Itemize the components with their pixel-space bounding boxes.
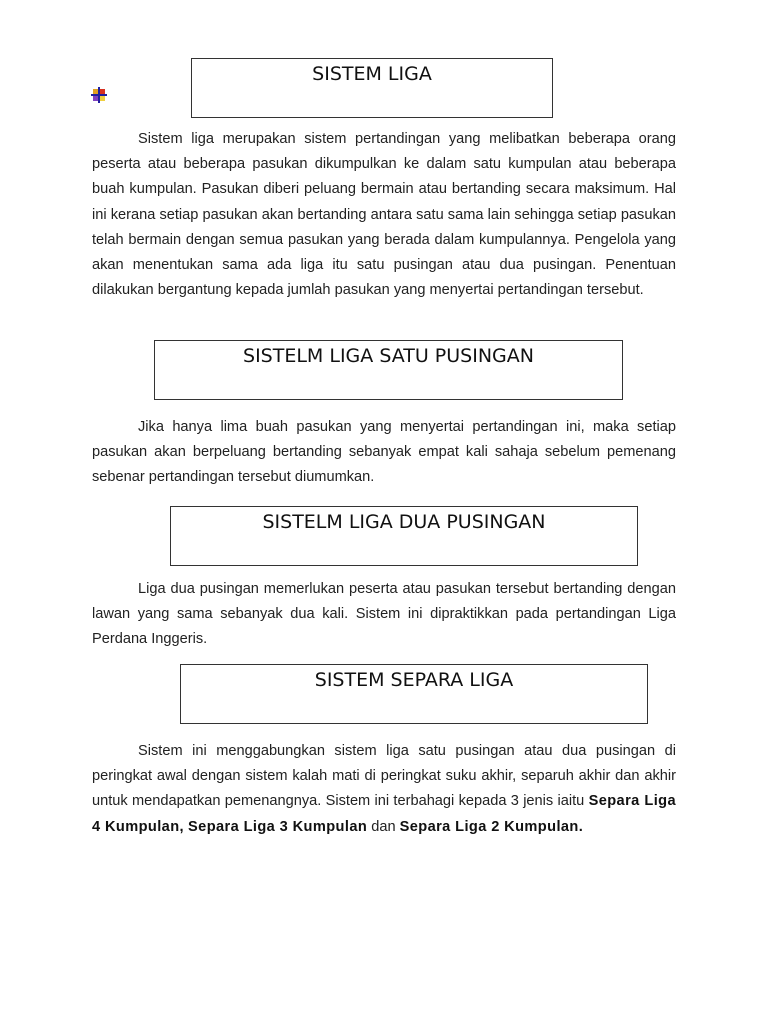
heading-box-sistem-liga xyxy=(191,58,553,118)
heading-box-liga-satu-pusingan xyxy=(154,340,623,400)
paragraph-liga-dua-pusingan: Liga dua pusingan memerlukan peserta atau pasukan tersebut bertanding dengan lawan yang sama sebanyak dua kali. Sistem ini dipraktikkan pada pertandingan Liga Perdana Inggeris. xyxy=(92,581,676,648)
section-heading: SISTELM LIGA SATU PUSINGAN xyxy=(243,345,534,367)
paragraph-liga-satu-pusingan: Jika hanya lima buah pasukan yang menyertai pertandingan ini, maka setiap pasukan akan berpeluang bertanding sebanyak empat kali sahaja sebelum pemenang sebenar pertandingan tersebut diumumkan. xyxy=(92,419,676,486)
colored-cross-bullet-icon xyxy=(91,87,107,103)
section-heading: SISTEM SEPARA LIGA xyxy=(314,669,514,691)
paragraph-sistem-liga: Sistem liga merupakan sistem pertandingan yang melibatkan beberapa orang peserta atau beberapa pasukan dikumpulkan ke dalam satu kumpulan atau beberapa buah kumpulan. Pasukan diberi peluang bermain atau bertanding secara maksimum. Hal ini kerana setiap pasukan akan bertanding antara satu sama lain sehingga setiap pasukan telah bermain dengan semua pasukan yang berada dalam kumpulannya. Pengelola yang akan menentukan sama ada liga itu satu pusingan atau dua pusingan. Penentuan dilakukan bergantung kepada jumlah pasukan yang menyertai pertandingan tersebut. xyxy=(92,131,676,299)
separa-liga-type-1: Separa Liga 4 Kumpulan, xyxy=(92,793,676,835)
section-heading: SISTELM LIGA DUA PUSINGAN xyxy=(262,511,546,533)
section-heading: SISTEM LIGA xyxy=(312,63,432,85)
heading-box-liga-dua-pusingan xyxy=(170,506,638,566)
separa-liga-type-3: Separa Liga 2 Kumpulan. xyxy=(399,818,584,835)
paragraph-separa-liga xyxy=(92,739,676,840)
connector-text: dan xyxy=(367,818,400,835)
heading-box-separa-liga xyxy=(180,664,648,724)
separa-liga-type-2: Separa Liga 3 Kumpulan xyxy=(188,818,368,835)
paragraph-intro-text: Sistem ini menggabungkan sistem liga satu pusingan atau dua pusingan di peringkat awal dengan sistem kalah mati di peringkat suku akhir, separuh akhir dan akhir untuk mendapatkan pemenangnya. Sistem ini terbahagi kepada 3 jenis iaitu xyxy=(92,743,676,810)
